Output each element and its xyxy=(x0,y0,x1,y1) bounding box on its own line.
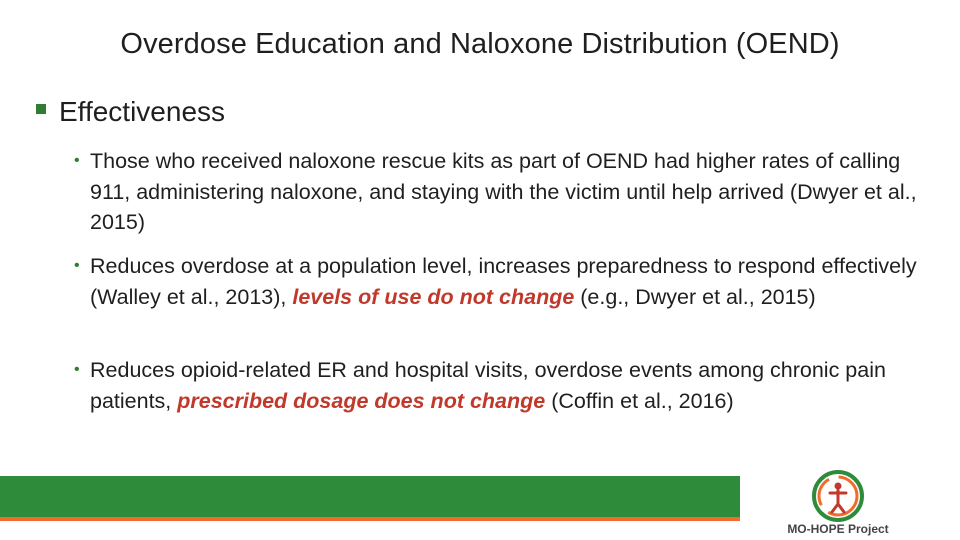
bullet-dot-icon: • xyxy=(74,152,80,169)
bullet-text xyxy=(90,355,924,416)
section-heading xyxy=(36,96,225,128)
bullet-text-highlight: levels of use do not change xyxy=(292,284,575,309)
bullet-item xyxy=(74,355,924,416)
bullet-text-citation: (Coffin et al., 2016) xyxy=(545,388,734,413)
bullet-text-plain: Reduces overdose at a population level, increases preparedness to respond effectively (Walley et al., 2013), xyxy=(90,254,917,309)
bullet-item xyxy=(74,146,924,238)
section-heading-label: Effectiveness xyxy=(59,96,226,127)
bullet-text-plain: Those who received naloxone rescue kits as part of OEND had higher rates of calling 911, administering naloxone, and staying with the victim until help arrived (Dwyer et al., 2015) xyxy=(90,149,917,234)
bullet-text-citation: (e.g., Dwyer et al., 2015) xyxy=(574,284,816,309)
bullet-text xyxy=(90,146,924,238)
bullet-text xyxy=(90,251,924,312)
bullet-text-highlight: prescribed dosage does not change xyxy=(177,388,546,413)
mo-hope-logo-icon xyxy=(810,468,866,524)
bullet-dot-icon: • xyxy=(74,361,80,378)
slide-title: Overdose Education and Naloxone Distribution (OEND) xyxy=(120,28,840,60)
logo-text: MO-HOPE Project xyxy=(787,522,889,536)
square-bullet-icon xyxy=(36,104,46,114)
footer-logo xyxy=(740,462,960,540)
bullet-text-plain: Reduces opioid-related ER and hospital visits, overdose events among chronic pain patients, xyxy=(90,358,886,413)
bullet-item xyxy=(74,251,924,312)
bullet-dot-icon: • xyxy=(74,257,80,274)
